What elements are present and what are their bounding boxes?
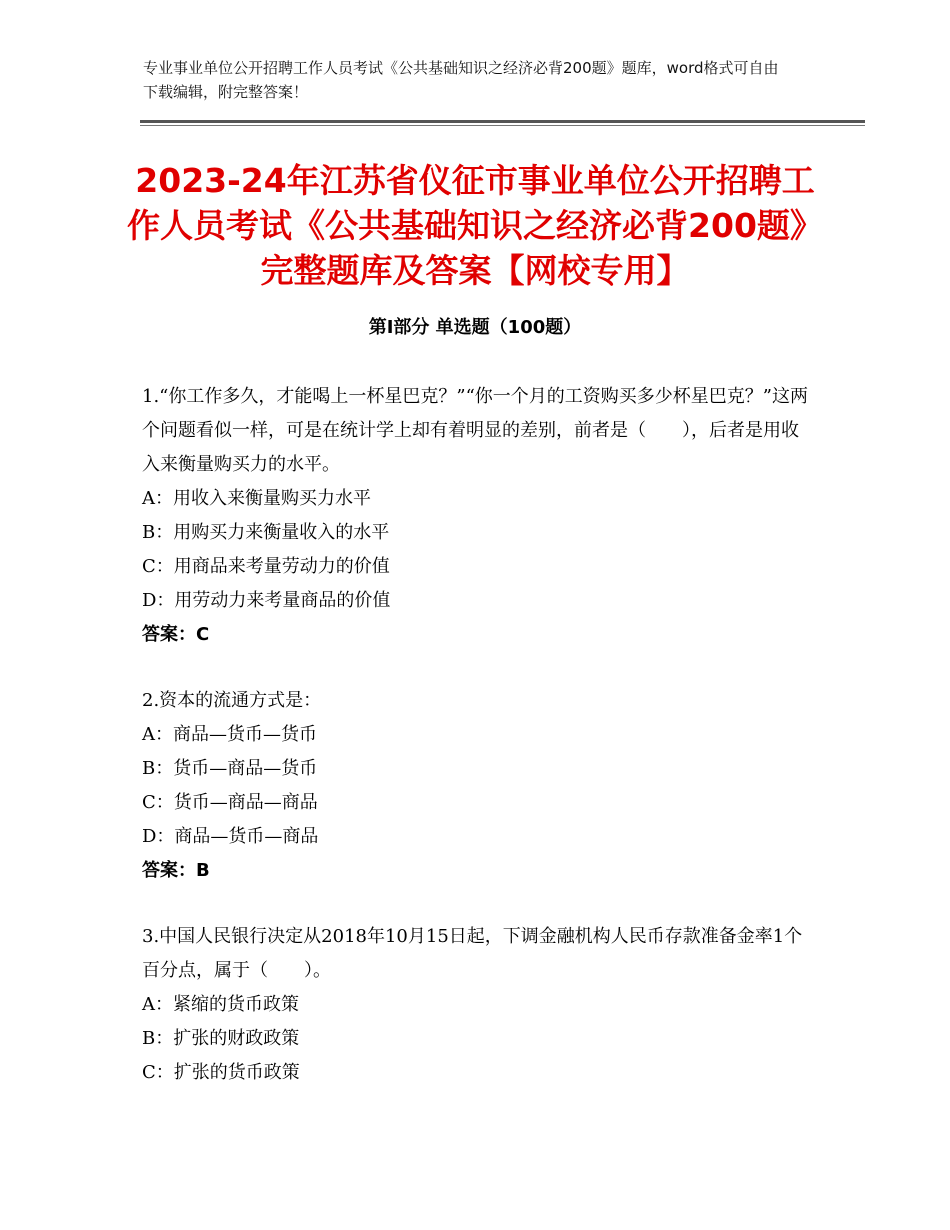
option-c: C：货币—商品—商品: [142, 792, 318, 813]
option-c: C：扩张的货币政策: [142, 1062, 300, 1083]
option-b: B：扩张的财政政策: [142, 1028, 300, 1049]
option-b: B：用购买力来衡量收入的水平: [142, 522, 390, 543]
question-stem: 2.资本的流通方式是：: [142, 690, 322, 711]
question-2: [142, 684, 812, 888]
header-rule-thin: [140, 125, 865, 126]
question-1: [142, 380, 812, 652]
question-3: [142, 920, 812, 1090]
header-note: 专业事业单位公开招聘工作人员考试《公共基础知识之经济必背200题》题库，word格式可自由下载编辑，附完整答案！: [143, 59, 779, 101]
document-title: 2023-24年江苏省仪征市事业单位公开招聘工作人员考试《公共基础知识之经济必背200题》完整题库及答案【网校专用】: [127, 161, 823, 290]
question-stem: 3.中国人民银行决定从2018年10月15日起，下调金融机构人民币存款准备金率1个百分点，属于（ ）。: [142, 926, 803, 981]
option-d: D：商品—货币—商品: [142, 826, 319, 847]
option-c: C：用商品来考量劳动力的价值: [142, 556, 390, 577]
question-list: [142, 380, 812, 1122]
option-a: A：紧缩的货币政策: [142, 994, 299, 1015]
option-d: D：用劳动力来考量商品的价值: [142, 590, 391, 611]
option-a: A：用收入来衡量购买力水平: [142, 488, 371, 509]
answer-line: 答案：C: [142, 624, 210, 645]
question-stem: 1.“你工作多久，才能喝上一杯星巴克？”“你一个月的工资购买多少杯星巴克？”这两个问题看似一样，可是在统计学上却有着明显的差别，前者是（ ），后者是用收入来衡量购买力的水平。: [142, 386, 808, 475]
answer-line: 答案：B: [142, 860, 210, 881]
option-b: B：货币—商品—货币: [142, 758, 318, 779]
option-a: A：商品—货币—货币: [142, 724, 317, 745]
section-heading: 第Ⅰ部分 单选题（100题）: [368, 317, 582, 338]
header-rule-thick: [140, 120, 865, 123]
